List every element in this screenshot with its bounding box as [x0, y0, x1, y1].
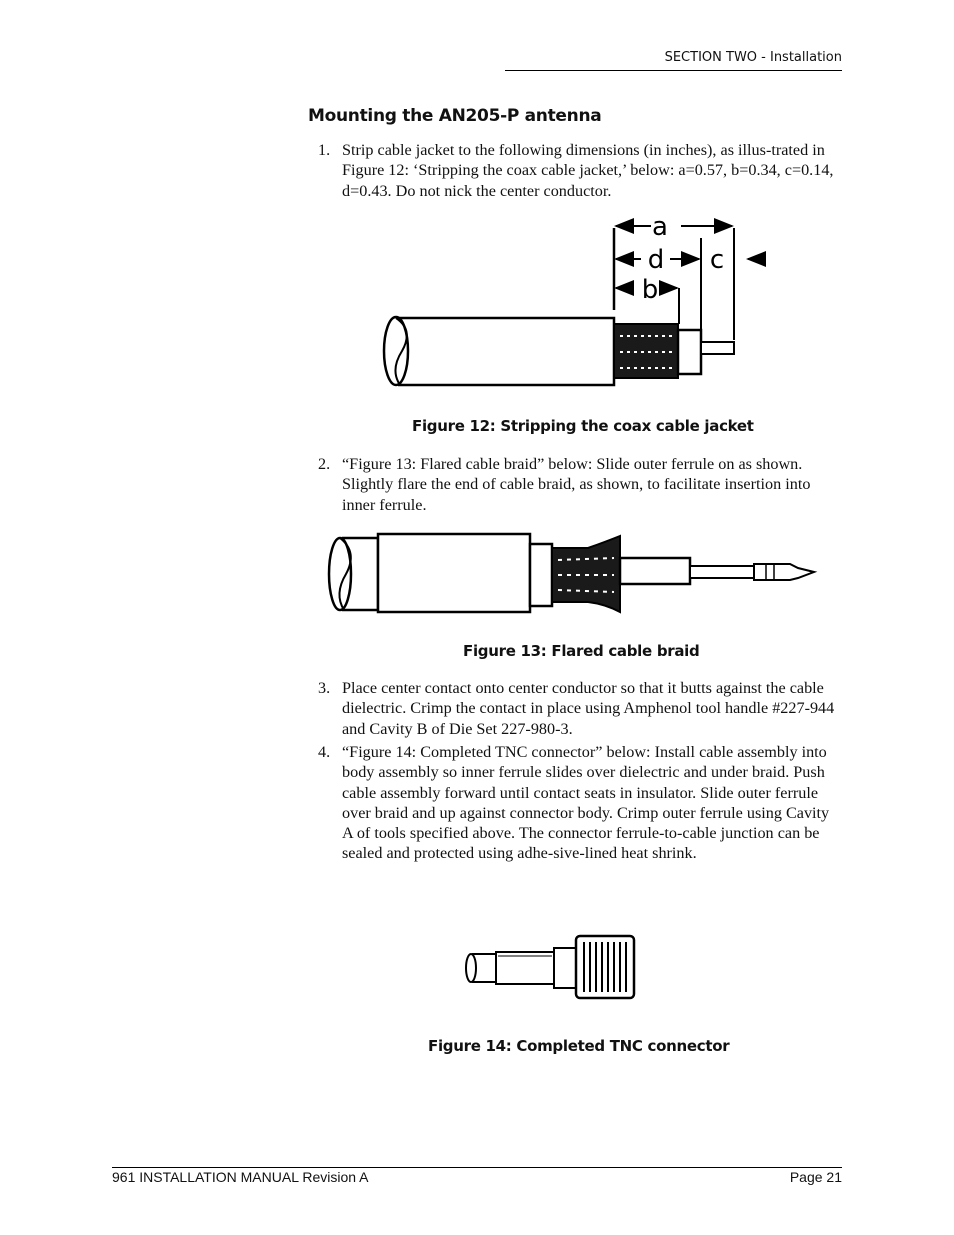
- section-heading: Mounting the AN205-P antenna: [308, 106, 602, 126]
- step-1-number: 1.: [318, 141, 331, 159]
- footer-manual-title: 961 INSTALLATION MANUAL Revision A: [112, 1169, 369, 1185]
- figure-13-caption: Figure 13: Flared cable braid: [463, 642, 700, 660]
- step-3: [318, 678, 842, 739]
- step-1: [318, 140, 842, 201]
- figure-14-caption: Figure 14: Completed TNC connector: [428, 1037, 730, 1055]
- step-2-number: 2.: [318, 455, 331, 473]
- footer-page-number: Page 21: [789, 1169, 842, 1185]
- dim-label-c: c: [709, 245, 725, 275]
- step-4-text: “Figure 14: Completed TNC connector” below: Install cable assembly into body assembly so inner ferrule slides over dielectric and under braid. Push cable assembly forward until contact seats in insulator. Slide outer ferrule over braid and up against connector body. Crimp outer ferrule using Cavity A of tools specified above. The connector ferrule-to-cable junction can be sealed and protected using adhe-sive-lined heat shrink.: [342, 743, 830, 863]
- header-rule: [505, 70, 842, 71]
- step-4-number: 4.: [318, 743, 331, 761]
- step-2: [318, 454, 842, 515]
- step-3-number: 3.: [318, 679, 331, 697]
- running-header: SECTION TWO - Installation: [664, 50, 842, 65]
- step-2-text: “Figure 13: Flared cable braid” below: Slide outer ferrule on as shown. Slightly flare the end of cable braid, as shown, to facilitate insertion into inner ferrule.: [342, 455, 811, 514]
- dim-label-b: b: [641, 275, 659, 305]
- step-3-text: Place center contact onto center conductor so that it butts against the cable dielectric. Crimp the contact in place using Amphenol tool handle #227-944 and Cavity B of Die Set 227-980-3.: [342, 679, 835, 738]
- figure-12-stripping-diagram: [376, 212, 776, 394]
- footer-rule: [112, 1167, 842, 1168]
- dim-label-a: a: [652, 212, 668, 242]
- figure-14-tnc-connector-diagram: [460, 930, 640, 1002]
- figure-12-caption: Figure 12: Stripping the coax cable jacket: [412, 417, 754, 435]
- figure-13-flared-braid-diagram: [320, 530, 820, 616]
- step-1-text: Strip cable jacket to the following dimensions (in inches), as illus-trated in Figure 12: ‘Stripping the coax cable jacket,’ below: a=0.57, b=0.34, c=0.14, d=0.43. Do not nick the center conductor.: [342, 141, 834, 200]
- dim-label-d: d: [647, 245, 665, 275]
- step-4: [318, 742, 842, 864]
